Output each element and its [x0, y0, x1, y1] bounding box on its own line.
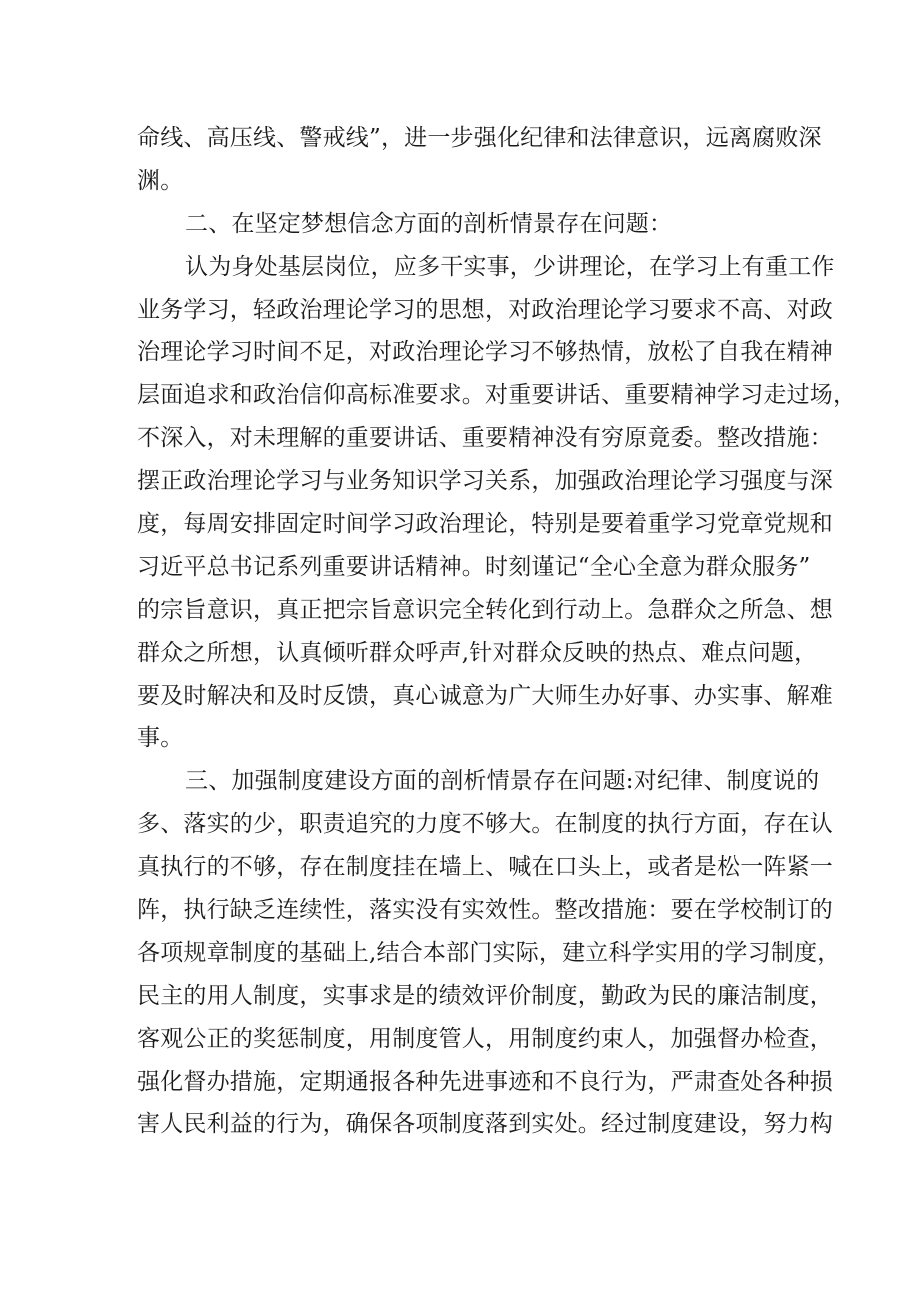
text-line: 多、落实的少，职责追究的力度不够大。在制度的执行方面，存在认 [137, 811, 833, 838]
heading-line: 二、在坚定梦想信念方面的剖析情景存在问题： [185, 210, 673, 237]
text-line: 的宗旨意识，真正把宗旨意识完全转化到行动上。急群众之所急、想 [137, 596, 833, 623]
text-line: 客观公正的奖惩制度，用制度管人，用制度约束人，加强督办检查， [137, 1025, 833, 1052]
paragraph-continuation [137, 117, 822, 203]
text-line: 度，每周安排固定时间学习政治理论，特别是要着重学习党章党规和 [137, 511, 833, 538]
text-line: 渊。 [137, 167, 184, 194]
text-line: 不深入，对未理解的重要讲话、重要精神没有穷原竟委。整改措施： [137, 425, 833, 452]
text-line: 三、加强制度建设方面的剖析情景存在问题:对纪律、制度说的 [185, 768, 820, 795]
text-line: 害人民利益的行为，确保各项制度落到实处。经过制度建设，努力构 [137, 1111, 833, 1138]
text-line: 民主的用人制度，实事求是的绩效评价制度，勤政为民的廉洁制度， [137, 982, 833, 1009]
text-line: 层面追求和政治信仰高标准要求。对重要讲话、重要精神学习走过场， [137, 382, 857, 409]
paragraph-section-2-body [137, 246, 857, 761]
text-line: 阵，执行缺乏连续性，落实没有实效性。整改措施：要在学校制订的 [137, 897, 833, 924]
text-line: 习近平总书记系列重要讲话精神。时刻谨记“全心全意为群众服务” [137, 553, 811, 580]
paragraph-section-3 [137, 760, 841, 1146]
document-body [137, 117, 857, 1146]
section-heading-2 [137, 203, 799, 246]
text-line: 事。 [137, 725, 184, 752]
text-line: 要及时解决和及时反馈，真心诚意为广大师生办好事、办实事、解难 [137, 682, 833, 709]
text-line: 摆正政治理论学习与业务知识学习关系，加强政治理论学习强度与深 [137, 468, 833, 495]
text-line: 真执行的不够，存在制度挂在墙上、喊在口头上，或者是松一阵紧一 [137, 854, 833, 881]
text-line: 群众之所想，认真倾听群众呼声,针对群众反映的热点、难点问题， [137, 639, 818, 666]
text-line: 命线、高压线、警戒线”，进一步强化纪律和法律意识，远离腐败深 [137, 125, 822, 151]
text-line: 认为身处基层岗位，应多干实事，少讲理论，在学习上有重工作 [185, 253, 835, 280]
text-line: 业务学习，轻政治理论学习的思想，对政治理论学习要求不高、对政 [137, 296, 833, 323]
text-line: 强化督办措施，定期通报各种先进事迹和不良行为，严肃查处各种损 [137, 1068, 833, 1095]
text-line: 治理论学习时间不足，对政治理论学习不够热情，放松了自我在精神 [137, 339, 833, 366]
text-line: 各项规章制度的基础上,结合本部门实际，建立科学实用的学习制度， [137, 939, 841, 966]
